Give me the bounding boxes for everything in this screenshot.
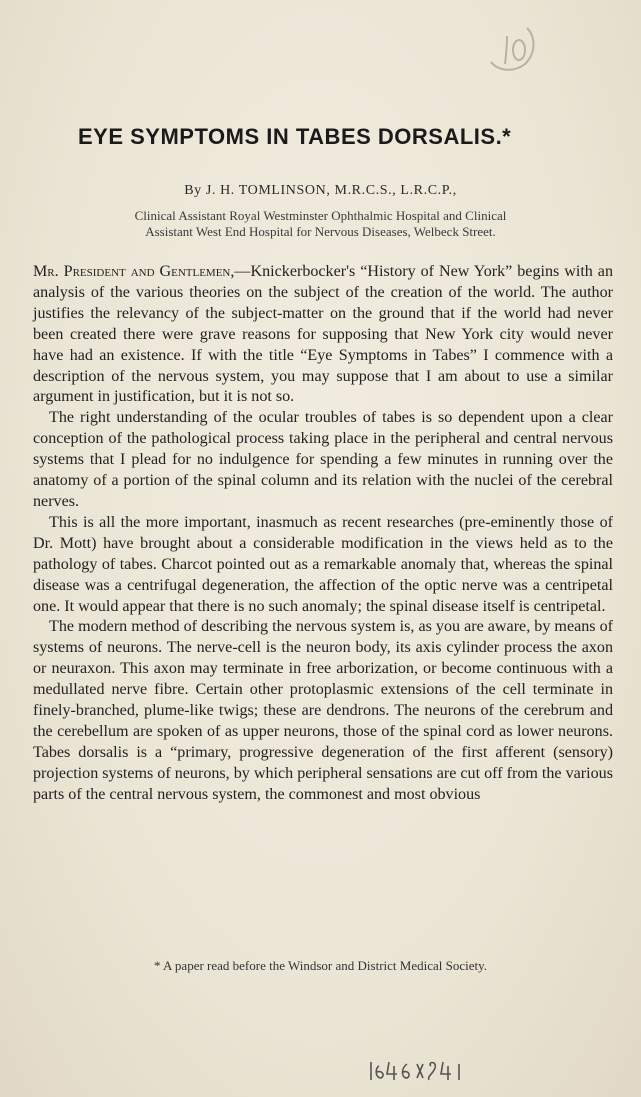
article-body (33, 262, 613, 806)
article-title: EYE SYMPTOMS IN TABES DORSALIS.* (78, 124, 512, 149)
paragraph-2: The right understanding of the ocular troubles of tabes is so dependent upon a clear conception of the pathological process taking place in the peripheral and central nervous systems that I plead for no indulgence for spending a few minutes in running over the anatomy of a portion of the spinal column and its relation with the nuclei of the cerebral nerves. (33, 409, 613, 510)
paragraph-1-text: —Knickerbocker's “History of New York” begins with an analysis of the various theories on the subject of the creation of the world. The author justifies the relevancy of the subject-matter on the ground that if the world had never been created there were grave reasons for supposing that New York city would never have had an existence. If with the title “Eye Symptoms in Tabes” I commence with a description of the nervous system, you may suppose that I am about to use a similar argument in justification, but it is not so. (33, 263, 613, 406)
library-stamp (367, 1056, 477, 1086)
affiliation-line-1: Clinical Assistant Royal Westminster Ophthalmic Hospital and Clinical (134, 208, 507, 223)
salutation: Mr. President and Gentlemen, (33, 263, 235, 280)
author-byline: By J. H. TOMLINSON, M.R.C.S., L.R.C.P., (184, 183, 457, 198)
handwritten-page-number (477, 22, 539, 74)
author-affiliation (30, 208, 611, 240)
paragraph-1 (33, 262, 613, 408)
paragraph-4: The modern method of describing the nervous system is, as you are aware, by means of systems of neurons. The nerve-cell is the neuron body, its axis cylinder process the axon or neuraxon. This axon may terminate in free arborization, or become continuous with a medullated nerve fibre. Certain other protoplasmic extensions of the cell terminate in finely-branched, plume-like twigs; these are dendrons. The neurons of the cerebrum and the cerebellum are spoken of as upper neurons, those of the spinal cord as lower neurons. Tabes dorsalis is a “primary, progressive degeneration of the first afferent (sensory) projection systems of neurons, by which peripheral sensations are cut off from the various parts of the central nervous system, the commonest and most obvious (33, 618, 613, 803)
paragraph-3: This is all the more important, inasmuch as recent researches (pre-eminently those of Dr. Mott) have brought about a considerable modification in the views held as to the pathology of tabes. Charcot pointed out as a remarkable anomaly that, whereas the spinal disease was a centrifugal degeneration, the affection of the optic nerve was a centripetal one. It would appear that there is no such anomaly; the spinal disease itself is centripetal. (33, 513, 613, 615)
affiliation-line-2: Assistant West End Hospital for Nervous Diseases, Welbeck Street. (145, 224, 496, 239)
footnote: * A paper read before the Windsor and District Medical Society. (153, 958, 488, 973)
